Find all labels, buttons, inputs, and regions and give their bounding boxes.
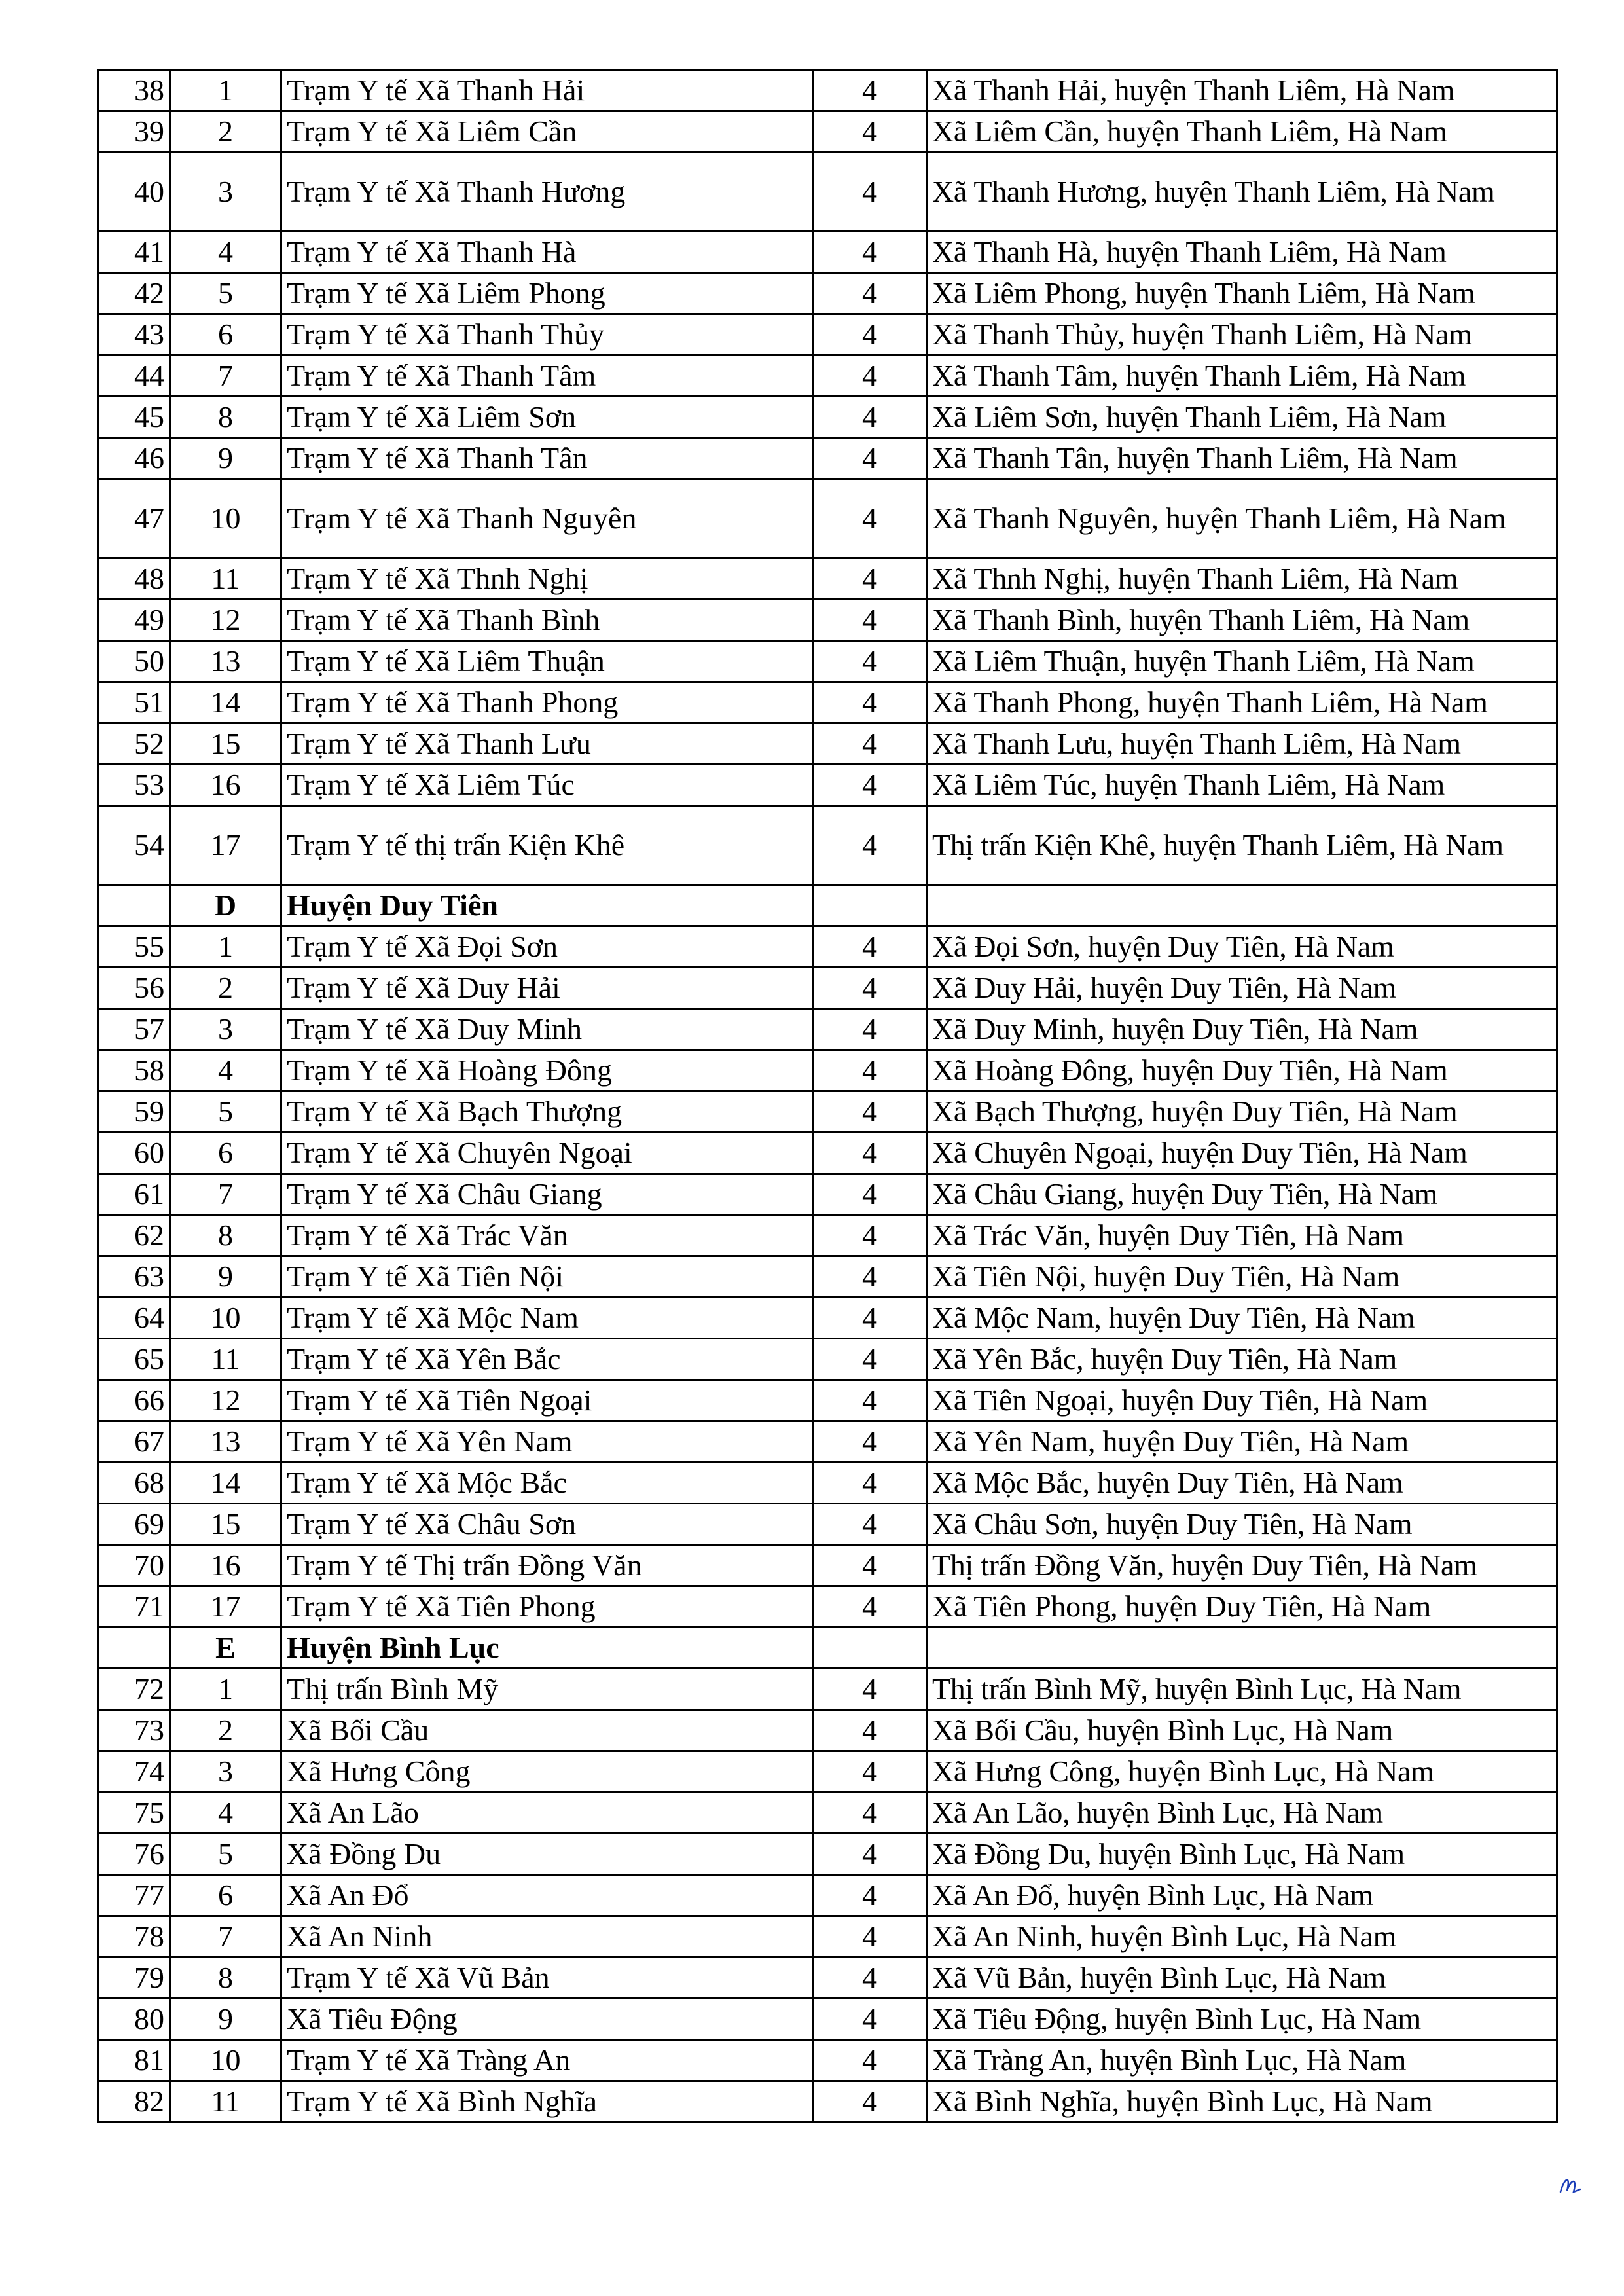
facility-address: Xã Thanh Tân, huyện Thanh Liêm, Hà Nam xyxy=(927,438,1557,479)
row-number: 46 xyxy=(98,438,170,479)
facility-name: Xã Đồng Du xyxy=(281,1834,813,1875)
facility-address: Xã Duy Hải, huyện Duy Tiên, Hà Nam xyxy=(927,968,1557,1009)
table-row xyxy=(98,1793,1557,1834)
row-number: 69 xyxy=(98,1504,170,1545)
sub-index: 2 xyxy=(170,111,281,153)
table-row xyxy=(98,723,1557,765)
sub-index: 16 xyxy=(170,1545,281,1586)
table-row xyxy=(98,1133,1557,1174)
table-row xyxy=(98,968,1557,1009)
facility-address: Xã Yên Bắc, huyện Duy Tiên, Hà Nam xyxy=(927,1339,1557,1380)
level-value: 4 xyxy=(813,153,927,232)
sub-index: 12 xyxy=(170,1380,281,1421)
facility-name: Trạm Y tế Xã Bình Nghĩa xyxy=(281,2081,813,2123)
row-number: 59 xyxy=(98,1091,170,1133)
sub-index: 6 xyxy=(170,314,281,355)
table-row xyxy=(98,1298,1557,1339)
facility-address: Xã Châu Giang, huyện Duy Tiên, Hà Nam xyxy=(927,1174,1557,1215)
sub-index: 2 xyxy=(170,1710,281,1751)
level-value: 4 xyxy=(813,314,927,355)
table-row xyxy=(98,806,1557,885)
level-value: 4 xyxy=(813,355,927,397)
sub-index: 9 xyxy=(170,438,281,479)
row-number: 79 xyxy=(98,1958,170,1999)
level-value: 4 xyxy=(813,2040,927,2081)
sub-index: 11 xyxy=(170,1339,281,1380)
level-value: 4 xyxy=(813,1586,927,1628)
table-row xyxy=(98,1504,1557,1545)
table-row xyxy=(98,1380,1557,1421)
facility-address: Xã Tiên Nội, huyện Duy Tiên, Hà Nam xyxy=(927,1256,1557,1298)
facility-address: Xã Thnh Nghị, huyện Thanh Liêm, Hà Nam xyxy=(927,558,1557,600)
sub-index: 7 xyxy=(170,355,281,397)
sub-index: E xyxy=(170,1628,281,1669)
sub-index: 6 xyxy=(170,1875,281,1916)
level-value: 4 xyxy=(813,1133,927,1174)
facility-name: Trạm Y tế Xã Liêm Túc xyxy=(281,765,813,806)
facility-address: Xã Thanh Lưu, huyện Thanh Liêm, Hà Nam xyxy=(927,723,1557,765)
facility-name: Trạm Y tế Xã Thanh Nguyên xyxy=(281,479,813,558)
facility-name: Trạm Y tế Xã Thanh Hương xyxy=(281,153,813,232)
table-row xyxy=(98,641,1557,682)
facility-address: Xã Bối Cầu, huyện Bình Lục, Hà Nam xyxy=(927,1710,1557,1751)
level-value: 4 xyxy=(813,600,927,641)
table-row xyxy=(98,1174,1557,1215)
row-number: 80 xyxy=(98,1999,170,2040)
table-row xyxy=(98,600,1557,641)
level-value: 4 xyxy=(813,1215,927,1256)
sub-index: 8 xyxy=(170,397,281,438)
sub-index: 12 xyxy=(170,600,281,641)
facility-address: Xã Vũ Bản, huyện Bình Lục, Hà Nam xyxy=(927,1958,1557,1999)
facility-address: Xã Trác Văn, huyện Duy Tiên, Hà Nam xyxy=(927,1215,1557,1256)
sub-index: 13 xyxy=(170,1421,281,1463)
row-number: 64 xyxy=(98,1298,170,1339)
sub-index: 13 xyxy=(170,641,281,682)
sub-index: 3 xyxy=(170,1751,281,1793)
facility-name: Trạm Y tế Xã Đọi Sơn xyxy=(281,926,813,968)
level-value: 4 xyxy=(813,232,927,273)
sub-index: 1 xyxy=(170,1669,281,1710)
facility-address xyxy=(927,885,1557,926)
table-row xyxy=(98,153,1557,232)
table-row xyxy=(98,1421,1557,1463)
district-name: Huyện Duy Tiên xyxy=(281,885,813,926)
sub-index: 16 xyxy=(170,765,281,806)
row-number: 43 xyxy=(98,314,170,355)
district-group-row xyxy=(98,1628,1557,1669)
facility-address: Xã Tiên Phong, huyện Duy Tiên, Hà Nam xyxy=(927,1586,1557,1628)
sub-index: 17 xyxy=(170,806,281,885)
row-number: 81 xyxy=(98,2040,170,2081)
facility-address: Xã Thanh Hải, huyện Thanh Liêm, Hà Nam xyxy=(927,70,1557,111)
row-number: 72 xyxy=(98,1669,170,1710)
table-row xyxy=(98,1958,1557,1999)
level-value: 4 xyxy=(813,1793,927,1834)
level-value: 4 xyxy=(813,1421,927,1463)
table-row xyxy=(98,1710,1557,1751)
initials-mark-icon xyxy=(1557,2172,1583,2198)
level-value: 4 xyxy=(813,70,927,111)
table-row xyxy=(98,1009,1557,1050)
sub-index: 10 xyxy=(170,1298,281,1339)
row-number: 50 xyxy=(98,641,170,682)
sub-index: 14 xyxy=(170,682,281,723)
row-number: 76 xyxy=(98,1834,170,1875)
facility-address: Xã Thanh Bình, huyện Thanh Liêm, Hà Nam xyxy=(927,600,1557,641)
level-value: 4 xyxy=(813,1669,927,1710)
sub-index: 14 xyxy=(170,1463,281,1504)
row-number: 47 xyxy=(98,479,170,558)
table-row xyxy=(98,765,1557,806)
row-number xyxy=(98,885,170,926)
facility-address xyxy=(927,1628,1557,1669)
sub-index: 1 xyxy=(170,926,281,968)
facility-address: Xã Tiên Ngoại, huyện Duy Tiên, Hà Nam xyxy=(927,1380,1557,1421)
facility-name: Trạm Y tế Xã Yên Nam xyxy=(281,1421,813,1463)
facility-name: Trạm Y tế Xã Châu Sơn xyxy=(281,1504,813,1545)
facility-address: Xã Thanh Thủy, huyện Thanh Liêm, Hà Nam xyxy=(927,314,1557,355)
level-value xyxy=(813,1628,927,1669)
facility-address: Xã Tiêu Động, huyện Bình Lục, Hà Nam xyxy=(927,1999,1557,2040)
row-number: 40 xyxy=(98,153,170,232)
level-value: 4 xyxy=(813,111,927,153)
row-number: 38 xyxy=(98,70,170,111)
facility-name: Trạm Y tế Xã Liêm Thuận xyxy=(281,641,813,682)
facility-address: Thị trấn Bình Mỹ, huyện Bình Lục, Hà Nam xyxy=(927,1669,1557,1710)
facility-address: Xã Châu Sơn, huyện Duy Tiên, Hà Nam xyxy=(927,1504,1557,1545)
level-value: 4 xyxy=(813,1339,927,1380)
table-row xyxy=(98,314,1557,355)
sub-index: D xyxy=(170,885,281,926)
row-number: 75 xyxy=(98,1793,170,1834)
row-number: 77 xyxy=(98,1875,170,1916)
facility-address: Xã Yên Nam, huyện Duy Tiên, Hà Nam xyxy=(927,1421,1557,1463)
table-row xyxy=(98,273,1557,314)
table-row xyxy=(98,1875,1557,1916)
sub-index: 17 xyxy=(170,1586,281,1628)
level-value: 4 xyxy=(813,1298,927,1339)
level-value: 4 xyxy=(813,1916,927,1958)
facility-address: Xã Thanh Hương, huyện Thanh Liêm, Hà Nam xyxy=(927,153,1557,232)
level-value: 4 xyxy=(813,1463,927,1504)
facility-name: Trạm Y tế Xã Thanh Hải xyxy=(281,70,813,111)
sub-index: 15 xyxy=(170,723,281,765)
level-value: 4 xyxy=(813,397,927,438)
row-number: 73 xyxy=(98,1710,170,1751)
facility-address: Xã Thanh Nguyên, huyện Thanh Liêm, Hà Nam xyxy=(927,479,1557,558)
level-value: 4 xyxy=(813,1834,927,1875)
level-value: 4 xyxy=(813,1875,927,1916)
table-row xyxy=(98,1256,1557,1298)
level-value: 4 xyxy=(813,968,927,1009)
table-row xyxy=(98,926,1557,968)
facility-name: Trạm Y tế Xã Trác Văn xyxy=(281,1215,813,1256)
row-number: 71 xyxy=(98,1586,170,1628)
row-number xyxy=(98,1628,170,1669)
facility-address: Thị trấn Kiện Khê, huyện Thanh Liêm, Hà Nam xyxy=(927,806,1557,885)
level-value: 4 xyxy=(813,1710,927,1751)
level-value: 4 xyxy=(813,2081,927,2123)
level-value: 4 xyxy=(813,479,927,558)
sub-index: 8 xyxy=(170,1958,281,1999)
level-value: 4 xyxy=(813,723,927,765)
table-row xyxy=(98,111,1557,153)
row-number: 60 xyxy=(98,1133,170,1174)
sub-index: 6 xyxy=(170,1133,281,1174)
facility-name: Trạm Y tế Xã Duy Hải xyxy=(281,968,813,1009)
row-number: 53 xyxy=(98,765,170,806)
facility-name: Trạm Y tế Xã Tràng An xyxy=(281,2040,813,2081)
facility-name: Trạm Y tế Xã Thanh Phong xyxy=(281,682,813,723)
table-row xyxy=(98,355,1557,397)
table-body xyxy=(98,70,1557,2123)
level-value: 4 xyxy=(813,1256,927,1298)
row-number: 41 xyxy=(98,232,170,273)
table-row xyxy=(98,1916,1557,1958)
district-name: Huyện Bình Lục xyxy=(281,1628,813,1669)
level-value: 4 xyxy=(813,1091,927,1133)
level-value: 4 xyxy=(813,1999,927,2040)
row-number: 39 xyxy=(98,111,170,153)
facility-name: Trạm Y tế Xã Thanh Bình xyxy=(281,600,813,641)
level-value: 4 xyxy=(813,558,927,600)
table-row xyxy=(98,558,1557,600)
row-number: 63 xyxy=(98,1256,170,1298)
level-value: 4 xyxy=(813,926,927,968)
level-value: 4 xyxy=(813,641,927,682)
sub-index: 15 xyxy=(170,1504,281,1545)
facility-address: Xã Thanh Tâm, huyện Thanh Liêm, Hà Nam xyxy=(927,355,1557,397)
facility-name: Trạm Y tế Xã Thanh Thủy xyxy=(281,314,813,355)
table-row xyxy=(98,1339,1557,1380)
facility-address: Xã Tràng An, huyện Bình Lục, Hà Nam xyxy=(927,2040,1557,2081)
facility-address: Xã Liêm Thuận, huyện Thanh Liêm, Hà Nam xyxy=(927,641,1557,682)
sub-index: 7 xyxy=(170,1916,281,1958)
row-number: 54 xyxy=(98,806,170,885)
sub-index: 5 xyxy=(170,1091,281,1133)
facility-address: Xã Liêm Sơn, huyện Thanh Liêm, Hà Nam xyxy=(927,397,1557,438)
sub-index: 11 xyxy=(170,558,281,600)
facility-name: Trạm Y tế Xã Vũ Bản xyxy=(281,1958,813,1999)
table-row xyxy=(98,2040,1557,2081)
facility-address: Xã Bạch Thượng, huyện Duy Tiên, Hà Nam xyxy=(927,1091,1557,1133)
facility-name: Trạm Y tế Xã Thanh Hà xyxy=(281,232,813,273)
row-number: 66 xyxy=(98,1380,170,1421)
facility-address: Xã Duy Minh, huyện Duy Tiên, Hà Nam xyxy=(927,1009,1557,1050)
row-number: 65 xyxy=(98,1339,170,1380)
sub-index: 11 xyxy=(170,2081,281,2123)
district-group-row xyxy=(98,885,1557,926)
level-value: 4 xyxy=(813,806,927,885)
facility-address: Xã Chuyên Ngoại, huyện Duy Tiên, Hà Nam xyxy=(927,1133,1557,1174)
table-row xyxy=(98,1586,1557,1628)
facility-name: Trạm Y tế Xã Hoàng Đông xyxy=(281,1050,813,1091)
row-number: 52 xyxy=(98,723,170,765)
facility-address: Xã Đọi Sơn, huyện Duy Tiên, Hà Nam xyxy=(927,926,1557,968)
table-row xyxy=(98,1050,1557,1091)
facility-address: Xã Mộc Nam, huyện Duy Tiên, Hà Nam xyxy=(927,1298,1557,1339)
row-number: 51 xyxy=(98,682,170,723)
facility-name: Trạm Y tế Xã Bạch Thượng xyxy=(281,1091,813,1133)
level-value: 4 xyxy=(813,1958,927,1999)
facility-address: Xã Đồng Du, huyện Bình Lục, Hà Nam xyxy=(927,1834,1557,1875)
table-row xyxy=(98,479,1557,558)
row-number: 67 xyxy=(98,1421,170,1463)
level-value: 4 xyxy=(813,1009,927,1050)
level-value: 4 xyxy=(813,1050,927,1091)
table-row xyxy=(98,70,1557,111)
level-value: 4 xyxy=(813,1751,927,1793)
row-number: 55 xyxy=(98,926,170,968)
facility-address: Xã Liêm Phong, huyện Thanh Liêm, Hà Nam xyxy=(927,273,1557,314)
facility-name: Trạm Y tế Thị trấn Đồng Văn xyxy=(281,1545,813,1586)
facility-address: Xã Hoàng Đông, huyện Duy Tiên, Hà Nam xyxy=(927,1050,1557,1091)
facility-name: Xã Tiêu Động xyxy=(281,1999,813,2040)
table-row xyxy=(98,438,1557,479)
facility-name: Trạm Y tế Xã Thanh Tâm xyxy=(281,355,813,397)
facility-address: Xã Liêm Cần, huyện Thanh Liêm, Hà Nam xyxy=(927,111,1557,153)
sub-index: 8 xyxy=(170,1215,281,1256)
table-row xyxy=(98,397,1557,438)
facility-address: Xã Thanh Phong, huyện Thanh Liêm, Hà Nam xyxy=(927,682,1557,723)
level-value: 4 xyxy=(813,1545,927,1586)
facility-table xyxy=(97,69,1558,2123)
level-value: 4 xyxy=(813,682,927,723)
facility-address: Xã An Đổ, huyện Bình Lục, Hà Nam xyxy=(927,1875,1557,1916)
row-number: 78 xyxy=(98,1916,170,1958)
facility-name: Xã Hưng Công xyxy=(281,1751,813,1793)
row-number: 56 xyxy=(98,968,170,1009)
sub-index: 5 xyxy=(170,273,281,314)
level-value: 4 xyxy=(813,765,927,806)
table-row xyxy=(98,1091,1557,1133)
sub-index: 9 xyxy=(170,1256,281,1298)
facility-name: Trạm Y tế Xã Tiên Ngoại xyxy=(281,1380,813,1421)
facility-name: Trạm Y tế Xã Yên Bắc xyxy=(281,1339,813,1380)
table-row xyxy=(98,682,1557,723)
facility-name: Thị trấn Bình Mỹ xyxy=(281,1669,813,1710)
row-number: 45 xyxy=(98,397,170,438)
level-value: 4 xyxy=(813,273,927,314)
facility-name: Trạm Y tế Xã Thanh Tân xyxy=(281,438,813,479)
facility-address: Xã An Ninh, huyện Bình Lục, Hà Nam xyxy=(927,1916,1557,1958)
row-number: 44 xyxy=(98,355,170,397)
facility-name: Trạm Y tế Xã Duy Minh xyxy=(281,1009,813,1050)
facility-address: Xã Hưng Công, huyện Bình Lục, Hà Nam xyxy=(927,1751,1557,1793)
table-row xyxy=(98,1545,1557,1586)
row-number: 74 xyxy=(98,1751,170,1793)
row-number: 57 xyxy=(98,1009,170,1050)
table-row xyxy=(98,1834,1557,1875)
row-number: 42 xyxy=(98,273,170,314)
row-number: 68 xyxy=(98,1463,170,1504)
facility-name: Xã Bối Cầu xyxy=(281,1710,813,1751)
row-number: 49 xyxy=(98,600,170,641)
row-number: 82 xyxy=(98,2081,170,2123)
facility-address: Xã An Lão, huyện Bình Lục, Hà Nam xyxy=(927,1793,1557,1834)
table-row xyxy=(98,1463,1557,1504)
facility-name: Trạm Y tế Xã Thanh Lưu xyxy=(281,723,813,765)
table-row xyxy=(98,1751,1557,1793)
sub-index: 4 xyxy=(170,1050,281,1091)
sub-index: 5 xyxy=(170,1834,281,1875)
facility-name: Trạm Y tế thị trấn Kiện Khê xyxy=(281,806,813,885)
level-value: 4 xyxy=(813,1380,927,1421)
sub-index: 2 xyxy=(170,968,281,1009)
facility-address: Xã Bình Nghĩa, huyện Bình Lục, Hà Nam xyxy=(927,2081,1557,2123)
facility-name: Trạm Y tế Xã Châu Giang xyxy=(281,1174,813,1215)
facility-name: Trạm Y tế Xã Liêm Sơn xyxy=(281,397,813,438)
row-number: 48 xyxy=(98,558,170,600)
facility-name: Trạm Y tế Xã Mộc Nam xyxy=(281,1298,813,1339)
sub-index: 10 xyxy=(170,479,281,558)
table-row xyxy=(98,232,1557,273)
row-number: 62 xyxy=(98,1215,170,1256)
level-value: 4 xyxy=(813,1504,927,1545)
facility-name: Trạm Y tế Xã Chuyên Ngoại xyxy=(281,1133,813,1174)
sub-index: 4 xyxy=(170,232,281,273)
facility-name: Trạm Y tế Xã Tiên Phong xyxy=(281,1586,813,1628)
sub-index: 3 xyxy=(170,153,281,232)
sub-index: 3 xyxy=(170,1009,281,1050)
table-row xyxy=(98,2081,1557,2123)
sub-index: 10 xyxy=(170,2040,281,2081)
row-number: 58 xyxy=(98,1050,170,1091)
facility-name: Trạm Y tế Xã Liêm Phong xyxy=(281,273,813,314)
sub-index: 9 xyxy=(170,1999,281,2040)
table-row xyxy=(98,1669,1557,1710)
table-row xyxy=(98,1215,1557,1256)
sub-index: 7 xyxy=(170,1174,281,1215)
facility-address: Xã Mộc Bắc, huyện Duy Tiên, Hà Nam xyxy=(927,1463,1557,1504)
sub-index: 4 xyxy=(170,1793,281,1834)
facility-name: Xã An Đổ xyxy=(281,1875,813,1916)
facility-address: Xã Thanh Hà, huyện Thanh Liêm, Hà Nam xyxy=(927,232,1557,273)
row-number: 61 xyxy=(98,1174,170,1215)
facility-address: Thị trấn Đồng Văn, huyện Duy Tiên, Hà Nam xyxy=(927,1545,1557,1586)
facility-name: Xã An Ninh xyxy=(281,1916,813,1958)
level-value: 4 xyxy=(813,438,927,479)
row-number: 70 xyxy=(98,1545,170,1586)
facility-name: Trạm Y tế Xã Tiên Nội xyxy=(281,1256,813,1298)
table-row xyxy=(98,1999,1557,2040)
level-value: 4 xyxy=(813,1174,927,1215)
level-value xyxy=(813,885,927,926)
facility-name: Trạm Y tế Xã Mộc Bắc xyxy=(281,1463,813,1504)
facility-address: Xã Liêm Túc, huyện Thanh Liêm, Hà Nam xyxy=(927,765,1557,806)
facility-name: Xã An Lão xyxy=(281,1793,813,1834)
sub-index: 1 xyxy=(170,70,281,111)
facility-name: Trạm Y tế Xã Liêm Cần xyxy=(281,111,813,153)
facility-name: Trạm Y tế Xã Thnh Nghị xyxy=(281,558,813,600)
